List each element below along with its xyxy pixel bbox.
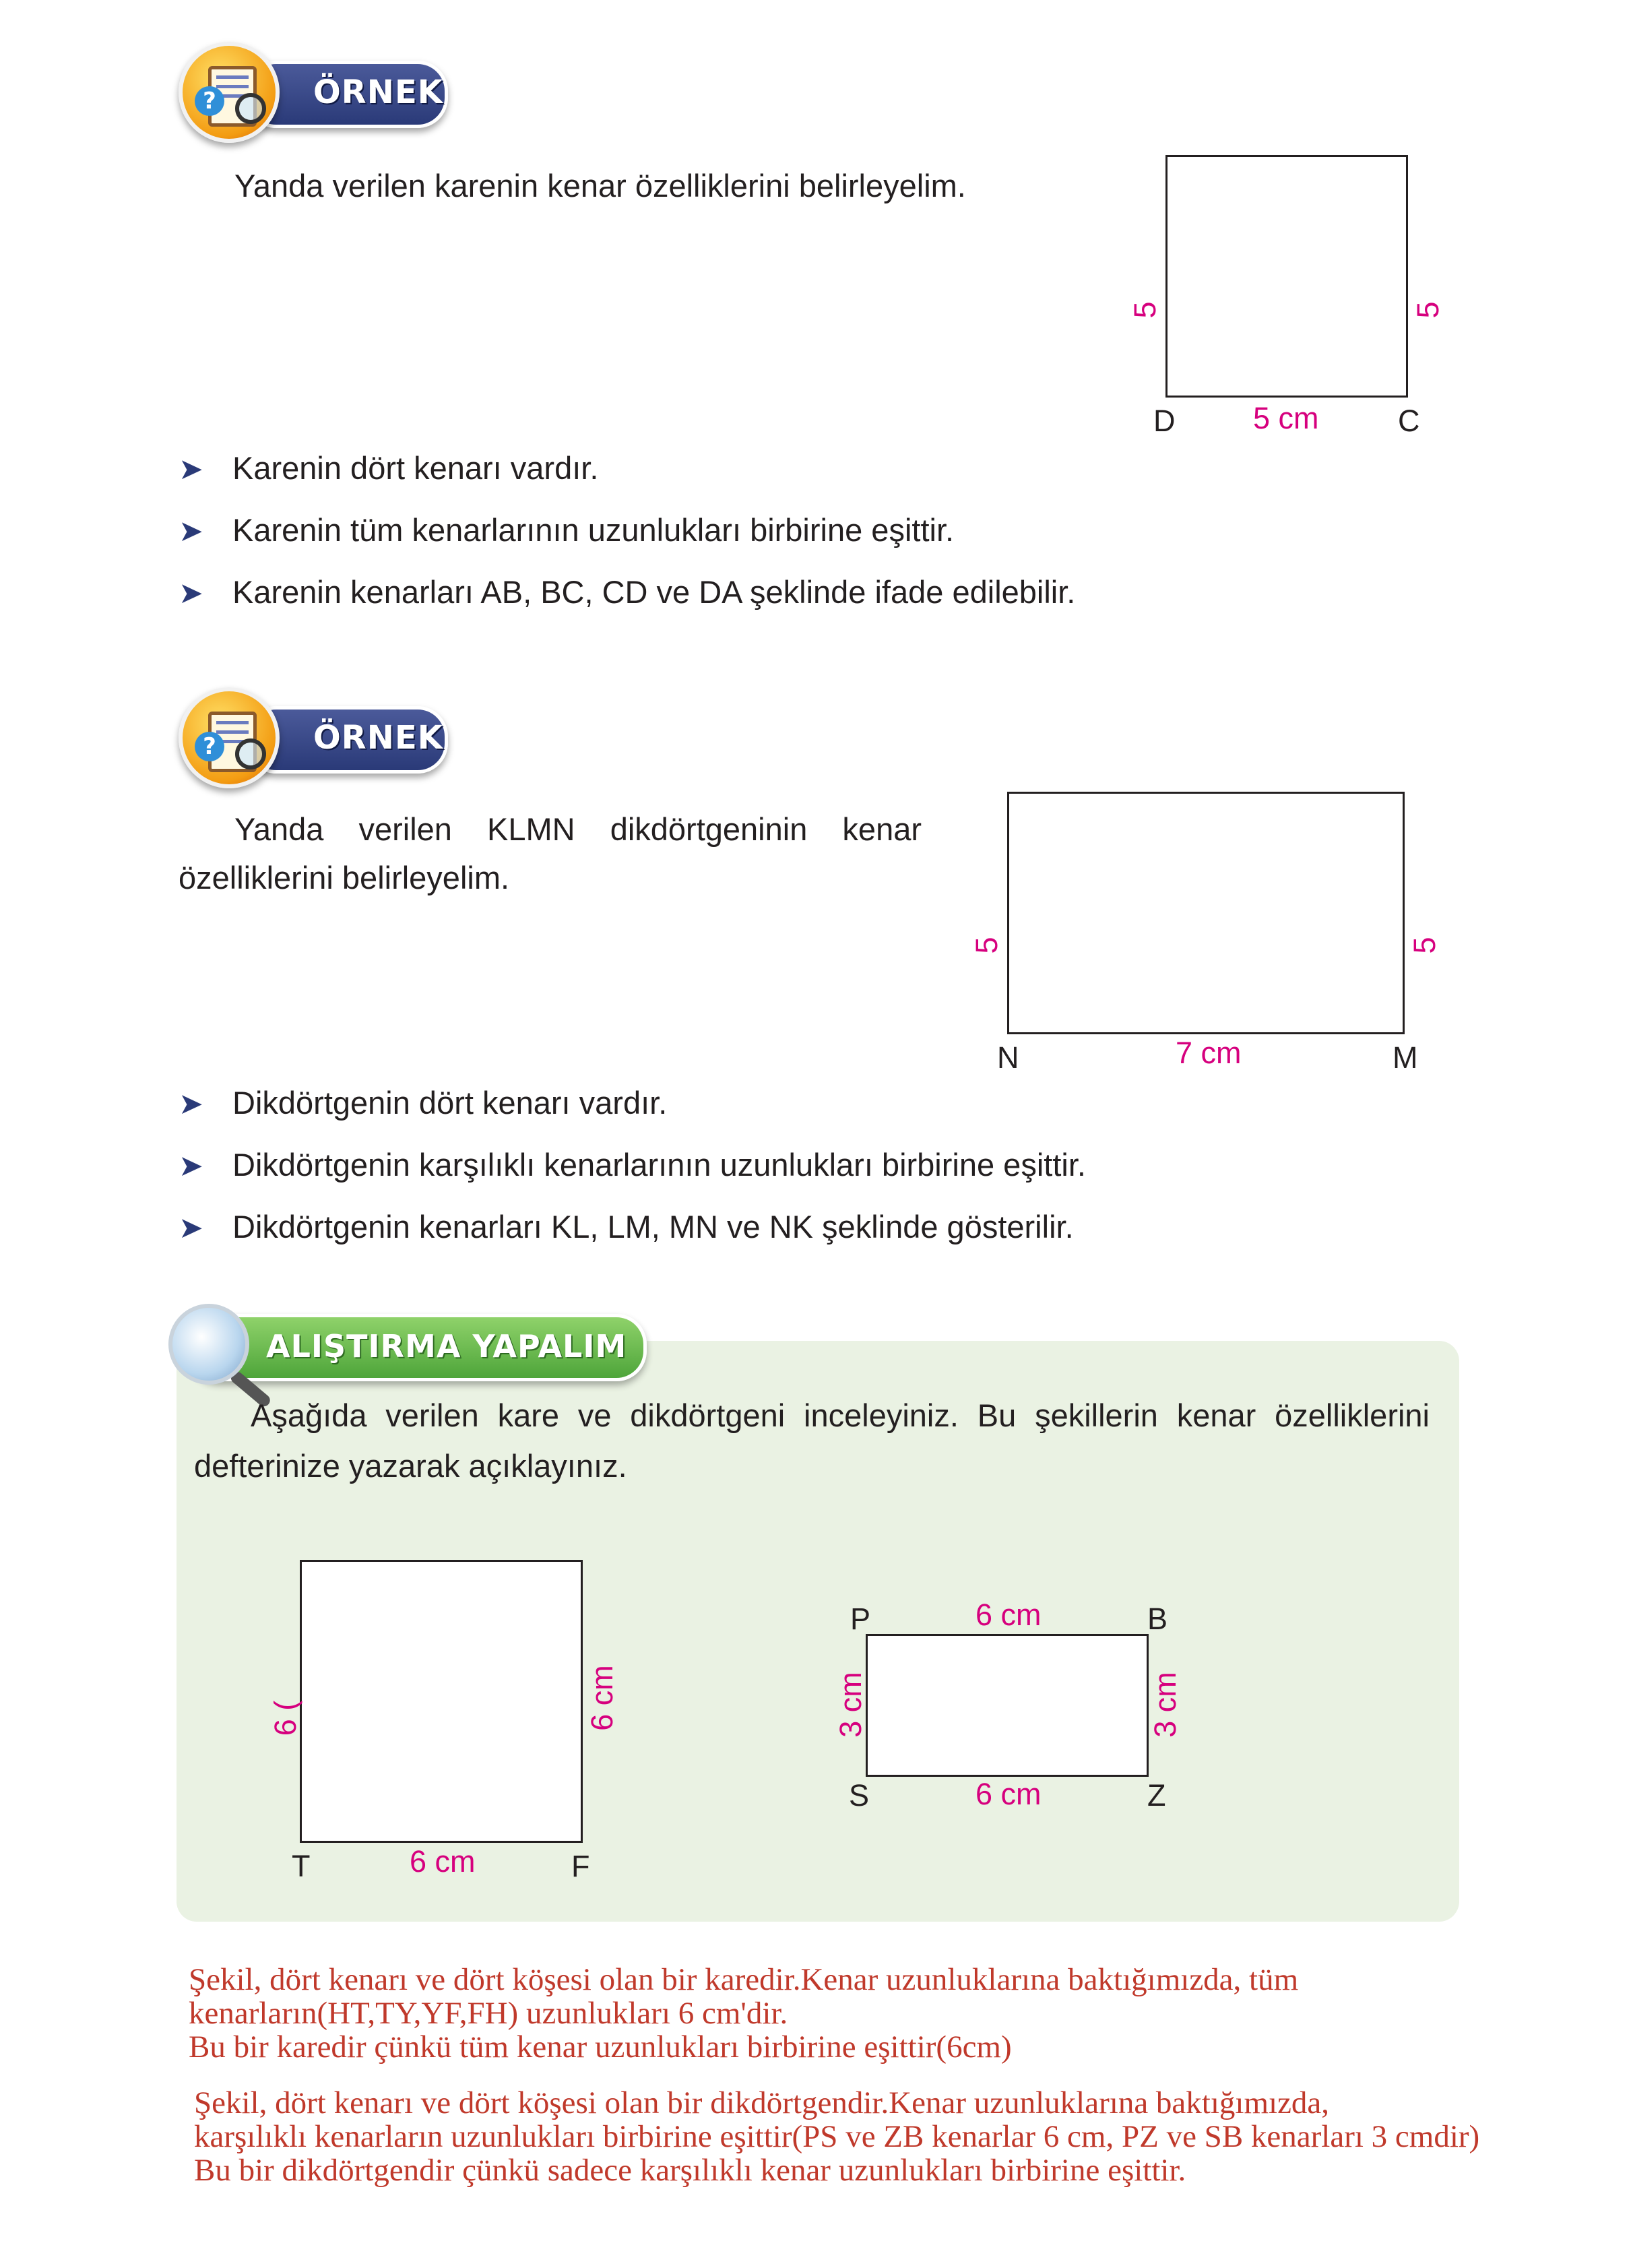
exercise-rectangle-left-label: 3 cm (833, 1672, 868, 1738)
example2-bullet: ➤ Dikdörtgenin dört kenarı vardır. (179, 1083, 667, 1123)
example1-badge (179, 42, 448, 143)
example2-rectangle (1007, 792, 1405, 1034)
example1-bullet: ➤ Karenin tüm kenarlarının uzunlukları birbirine eşittir. (179, 510, 954, 550)
example1-bottom-label: 5 cm (1253, 401, 1319, 435)
vertex-s: S (849, 1778, 870, 1813)
badge-label: ÖRNEK (313, 719, 443, 757)
answer-square-line: kenarların(HT,TY,YF,FH) uzunlukları 6 cm'dir. (189, 1996, 788, 2031)
example2-right-side-label: 5 (1407, 937, 1442, 954)
example1-bullet: ➤ Karenin kenarları AB, BC, CD ve DA şeklinde ifade edilebilir. (179, 572, 1075, 612)
answer-square-line: Şekil, dört kenarı ve dört köşesi olan bir karedir.Kenar uzunluklarına baktığımızda, tüm (189, 1962, 1299, 1997)
exercise-square-left-label: 6 ( (268, 1700, 302, 1736)
vertex-p: P (850, 1602, 871, 1636)
answer-square-line: Bu bir karedir çünkü tüm kenar uzunlukları birbirine eşittir(6cm) (189, 2029, 1012, 2065)
vertex-m: M (1393, 1040, 1418, 1075)
arrow-icon: ➤ (179, 1149, 203, 1183)
vertex-d: D (1153, 404, 1176, 438)
example2-text-line2: özelliklerini belirleyelim. (179, 860, 510, 895)
exercise-rectangle-top-label: 6 cm (976, 1598, 1042, 1632)
example2-text-line1: Yanda verilen KLMN dikdörtgeninin kenar (234, 811, 922, 847)
example2-bullet: ➤ Dikdörtgenin kenarları KL, LM, MN ve NK şeklinde gösterilir. (179, 1207, 1074, 1247)
exercise-text-line2: defterinize yazarak açıklayınız. (194, 1448, 627, 1484)
clipboard-icon: ? (179, 687, 280, 788)
arrow-icon: ➤ (179, 453, 203, 486)
exercise-square (300, 1560, 583, 1843)
vertex-b: B (1147, 1602, 1168, 1636)
exercise-badge-label: ALIŞTIRMA YAPALIM (266, 1328, 627, 1364)
vertex-c: C (1398, 404, 1420, 438)
exercise-rectangle-bottom-label: 6 cm (976, 1777, 1042, 1811)
arrow-icon: ➤ (179, 515, 203, 548)
answer-rectangle-line: Bu bir dikdörtgendir çünkü sadece karşılıklı kenar uzunlukları birbirine eşittir. (194, 2153, 1186, 2188)
exercise-rectangle (866, 1634, 1149, 1777)
vertex-t: T (292, 1849, 311, 1883)
exercise-square-bottom-label: 6 cm (410, 1844, 476, 1879)
exercise-square-right-label: 6 cm (585, 1665, 619, 1731)
example1-text: Yanda verilen karenin kenar özelliklerini belirleyelim. (234, 168, 966, 203)
example1-right-side-label: 5 (1411, 301, 1445, 319)
example1-square (1165, 155, 1408, 398)
example2-left-side-label: 5 (969, 937, 1004, 954)
arrow-icon: ➤ (179, 1211, 203, 1245)
exercise-badge-bar (189, 1314, 647, 1381)
magnifier-icon (168, 1304, 249, 1385)
arrow-icon: ➤ (179, 1088, 203, 1121)
vertex-z: Z (1147, 1778, 1166, 1813)
example1-bullet: ➤ Karenin dört kenarı vardır. (179, 448, 598, 489)
exercise-badge (168, 1304, 653, 1385)
exercise-rectangle-right-label: 3 cm (1148, 1672, 1182, 1738)
vertex-n: N (997, 1040, 1019, 1075)
exercise-text-line1: Aşağıda verilen kare ve dikdörtgeni inceleyiniz. Bu şekillerin kenar özelliklerini (251, 1397, 1430, 1433)
badge-label: ÖRNEK (313, 73, 443, 111)
example1-left-side-label: 5 (1128, 301, 1162, 319)
answer-rectangle-line: karşılıklı kenarların uzunlukları birbirine eşittir(PS ve ZB kenarlar 6 cm, PZ ve SB kenarları 3 cmdir) (194, 2119, 1480, 2154)
example2-badge (179, 687, 448, 788)
clipboard-icon: ? (179, 42, 280, 143)
answer-rectangle-line: Şekil, dört kenarı ve dört köşesi olan bir dikdörtgendir.Kenar uzunluklarına baktığımızda, (194, 2085, 1330, 2120)
example2-bottom-label: 7 cm (1176, 1036, 1242, 1070)
arrow-icon: ➤ (179, 577, 203, 610)
vertex-f: F (571, 1849, 590, 1883)
example2-bullet: ➤ Dikdörtgenin karşılıklı kenarlarının uzunlukları birbirine eşittir. (179, 1145, 1086, 1185)
